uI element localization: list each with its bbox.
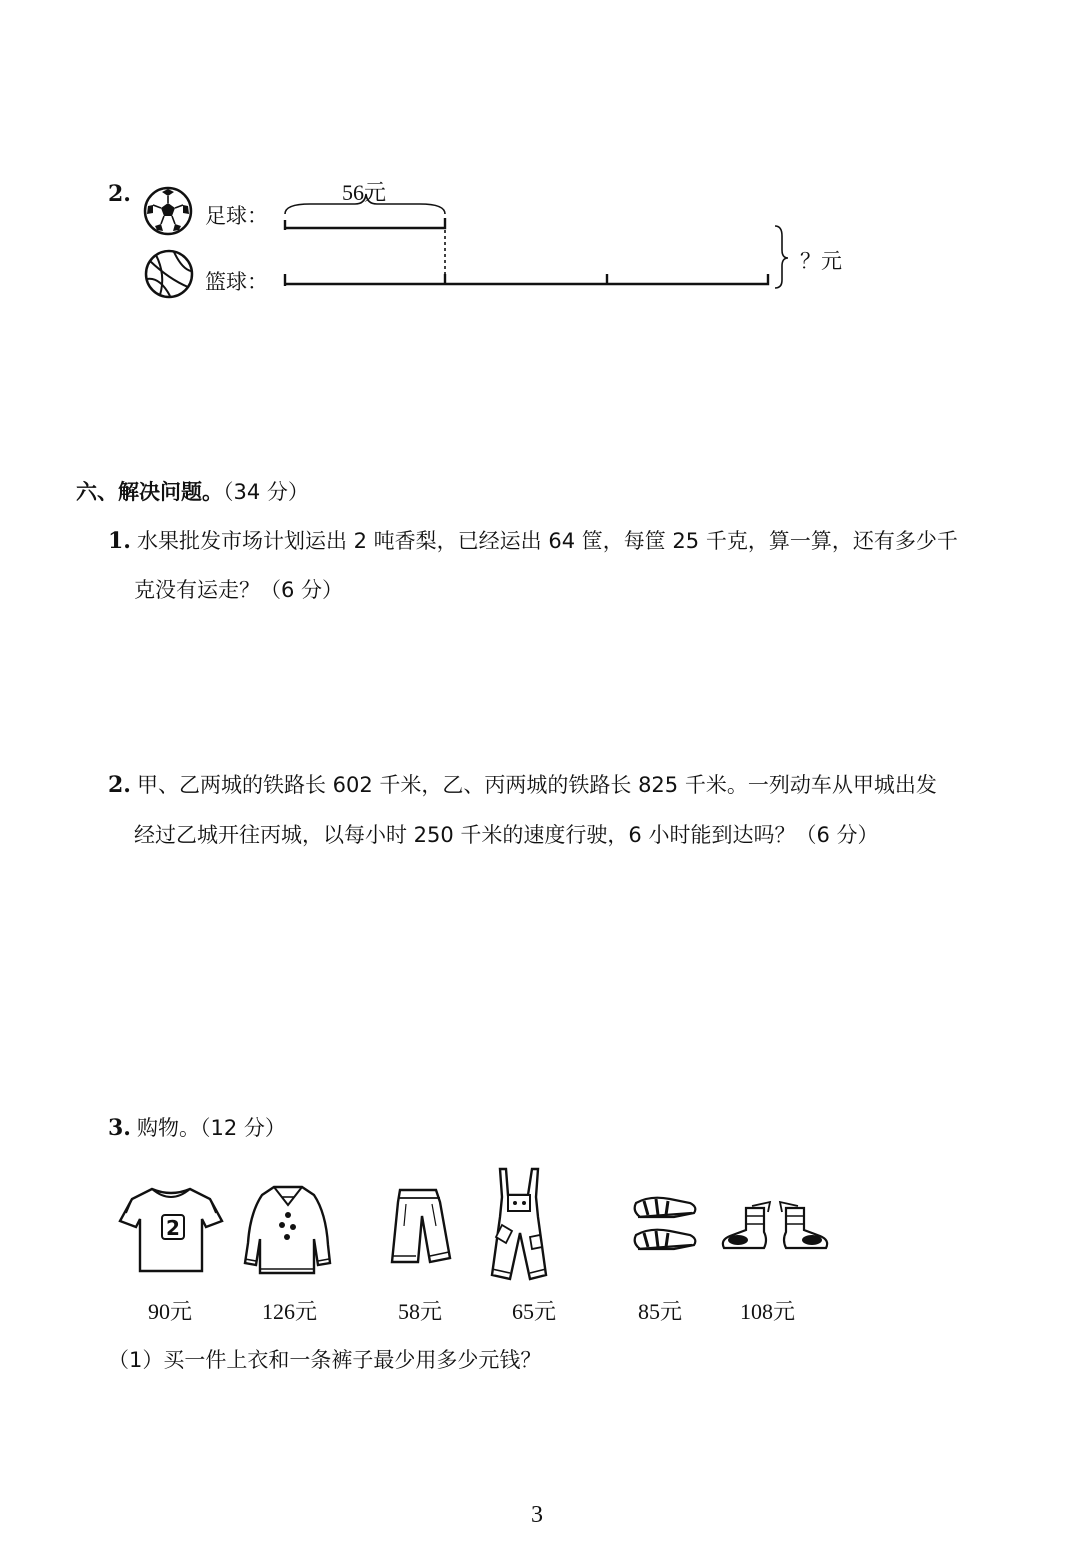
overalls-price: 65元 [512,1299,557,1324]
football-price-label: 56元 [342,180,387,205]
question-1 [108,525,958,555]
section-heading [76,476,309,506]
t-shirt-icon [118,1185,224,1275]
basketball-label: 篮球： [205,270,268,294]
question-2 [108,769,937,799]
q2-line2: 经过乙城开往丙城，以每小时 250 千米的速度行驶，6 小时能到达吗？（6 分） [134,823,879,847]
basketball-icon [144,249,194,299]
q3-title: 购物。（12 分） [136,1116,286,1140]
pants-icon [386,1186,456,1266]
section-score: （34 分） [223,480,309,504]
football-label: 足球： [205,204,268,228]
diagram-question-number: 2. [108,181,131,207]
q1-line1: 水果批发市场计划运出 2 吨香梨，已经运出 64 筐，每筐 25 千克，算一算，还有多少千 [136,529,958,553]
page-number: 3 [531,1502,543,1528]
total-brace [775,226,788,288]
sweater-price: 126元 [262,1299,318,1324]
q2-number: 2. [108,772,131,798]
t-shirt-price: 90元 [148,1299,193,1324]
soccer-ball-icon [143,186,193,236]
q3-number: 3. [108,1115,131,1141]
boots-price: 108元 [740,1299,796,1324]
pants-price: 58元 [398,1299,443,1324]
football-line [285,218,445,230]
boots-icon [718,1198,832,1256]
sandals-icon [630,1193,700,1261]
question-3 [108,1112,286,1142]
q1-line2: 克没有运走？（6 分） [134,578,344,602]
overalls-icon [486,1165,552,1285]
sweater-icon [242,1183,334,1278]
q1-number: 1. [108,528,131,554]
t-shirt-number: 2 [166,1216,180,1240]
q2-line1: 甲、乙两城的铁路长 602 千米，乙、丙两城的铁路长 825 千米。一列动车从甲城出发 [136,773,937,797]
q3-subquestion-1: （1）买一件上衣和一条裤子最少用多少元钱？ [108,1348,542,1372]
total-price-label: ？元 [800,249,842,273]
basketball-line [285,274,768,286]
section-title: 六、解决问题。 [76,480,223,504]
sandals-price: 85元 [638,1299,683,1324]
